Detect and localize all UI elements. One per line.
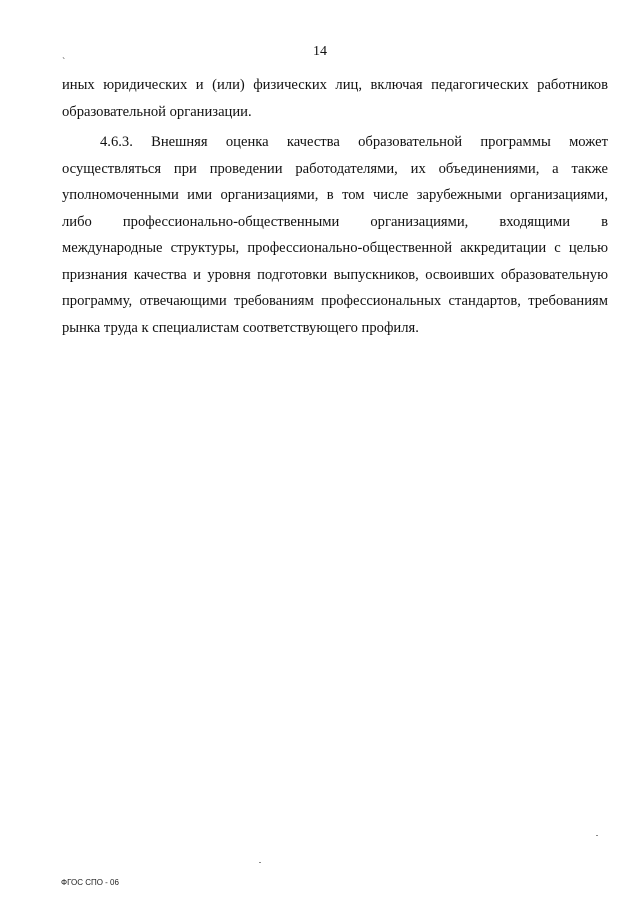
scan-speck	[259, 862, 261, 863]
text-line: иных юридических и (или) физических лиц, включая педагогических работников	[62, 77, 608, 93]
text-line: либо профессионально-общественными организациями, входящими в	[62, 213, 608, 230]
text-line: программу, отвечающими требованиям профессиональных стандартов, требованиям	[62, 293, 608, 309]
margin-mark: `	[62, 57, 66, 68]
paragraph-1	[62, 72, 608, 125]
text-line: рынка труда к специалистам соответствующего профиля.	[62, 319, 419, 336]
text-line: осуществляться при проведении работодателями, их объединениями, а также	[62, 160, 608, 177]
page-number: 14	[313, 44, 327, 59]
text-line: образовательной организации.	[62, 103, 252, 120]
footer-code: ФГОС СПО - 06	[61, 878, 119, 887]
text-line: признания качества и уровня подготовки выпускников, освоивших образовательную	[62, 266, 608, 283]
text-line: международные структуры, профессионально-общественной аккредитации с целью	[62, 240, 608, 256]
text-line: уполномоченными ими организациями, в том числе зарубежными организациями,	[62, 187, 608, 203]
scan-speck	[596, 835, 598, 836]
body-text	[62, 72, 608, 341]
text-line: 4.6.3. Внешняя оценка качества образовательной программы может	[100, 134, 608, 150]
paragraph-2	[62, 129, 608, 341]
